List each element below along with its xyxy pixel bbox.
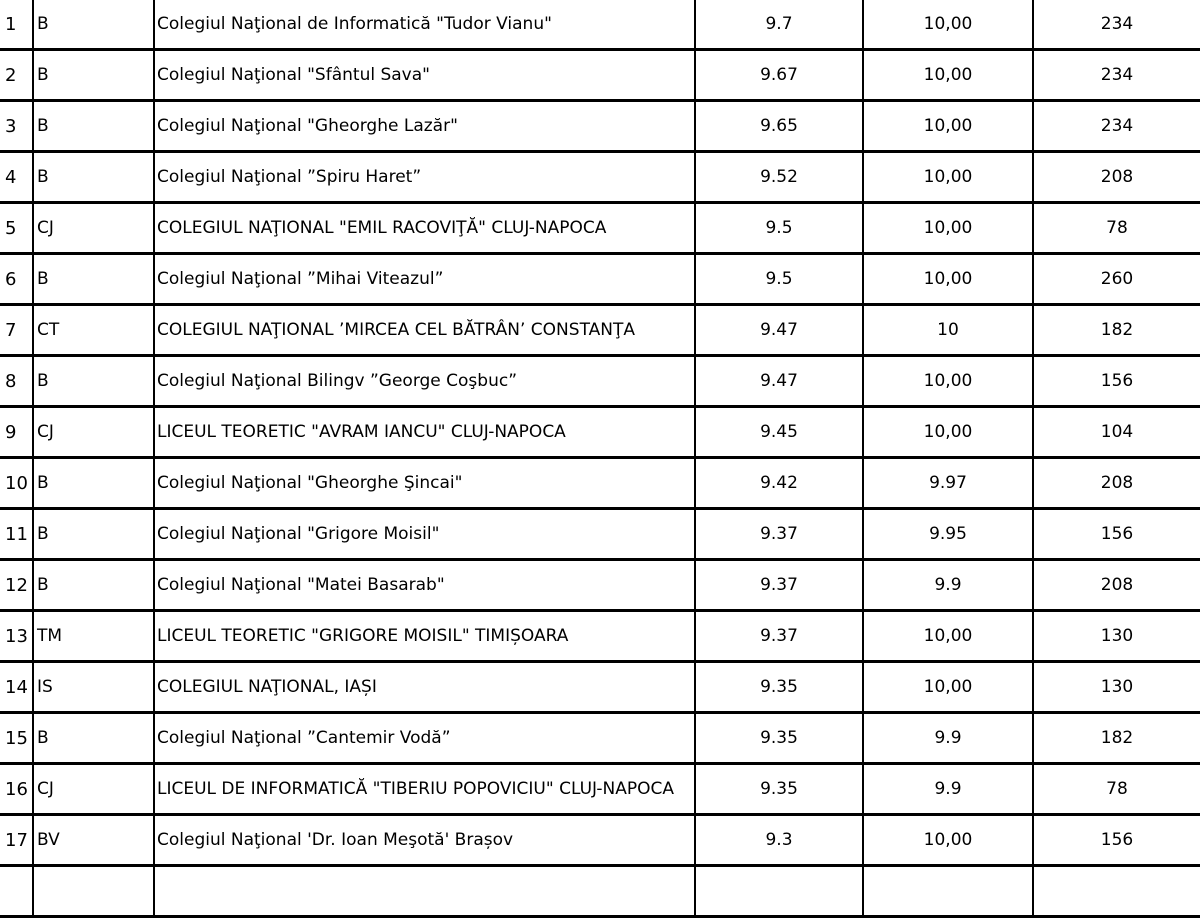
county-code-cell: B (33, 560, 154, 611)
county-code-cell: IS (33, 662, 154, 713)
seats-cell: 104 (1033, 407, 1200, 458)
county-code-cell: B (33, 509, 154, 560)
score-cell: 9.37 (695, 611, 863, 662)
table-row (0, 458, 1200, 509)
county-code-cell (33, 866, 154, 917)
max-score-cell: 10,00 (863, 815, 1033, 866)
seats-cell: 156 (1033, 509, 1200, 560)
rank-cell: 17 (0, 815, 33, 866)
rank-cell: 11 (0, 509, 33, 560)
max-score-cell: 10,00 (863, 662, 1033, 713)
seats-cell: 156 (1033, 815, 1200, 866)
table-row (0, 713, 1200, 764)
school-name-cell: COLEGIUL NAŢIONAL "EMIL RACOVIŢĂ" CLUJ-NAPOCA (154, 203, 695, 254)
rank-cell: 6 (0, 254, 33, 305)
score-cell: 9.37 (695, 560, 863, 611)
rank-cell: 8 (0, 356, 33, 407)
max-score-cell: 10,00 (863, 101, 1033, 152)
table-row (0, 305, 1200, 356)
rank-cell (0, 866, 33, 917)
county-code-cell: BV (33, 815, 154, 866)
rank-cell: 4 (0, 152, 33, 203)
school-name-cell: Colegiul Naţional ”Cantemir Vodă” (154, 713, 695, 764)
seats-cell: 182 (1033, 305, 1200, 356)
school-name-cell: Colegiul Naţional ”Spiru Haret” (154, 152, 695, 203)
school-name-cell: Colegiul Naţional "Gheorghe Lazăr" (154, 101, 695, 152)
county-code-cell: CT (33, 305, 154, 356)
seats-cell: 78 (1033, 203, 1200, 254)
county-code-cell: B (33, 0, 154, 50)
county-code-cell: TM (33, 611, 154, 662)
rank-cell: 1 (0, 0, 33, 50)
score-cell: 9.47 (695, 356, 863, 407)
rank-cell: 16 (0, 764, 33, 815)
max-score-cell: 10,00 (863, 407, 1033, 458)
score-cell: 9.5 (695, 203, 863, 254)
score-cell: 9.37 (695, 509, 863, 560)
score-cell (695, 866, 863, 917)
school-name-cell: Colegiul Naţional 'Dr. Ioan Meşotă' Brașov (154, 815, 695, 866)
table-row (0, 815, 1200, 866)
county-code-cell: CJ (33, 203, 154, 254)
score-cell: 9.67 (695, 50, 863, 101)
county-code-cell: B (33, 254, 154, 305)
table-row (0, 50, 1200, 101)
rank-cell: 15 (0, 713, 33, 764)
county-code-cell: B (33, 356, 154, 407)
max-score-cell: 9.9 (863, 713, 1033, 764)
max-score-cell: 9.95 (863, 509, 1033, 560)
score-cell: 9.7 (695, 0, 863, 50)
table-row (0, 662, 1200, 713)
table-row (0, 611, 1200, 662)
table-row (0, 203, 1200, 254)
table-row (0, 866, 1200, 917)
table-row (0, 509, 1200, 560)
score-cell: 9.5 (695, 254, 863, 305)
seats-cell (1033, 866, 1200, 917)
school-name-cell: Colegiul Naţional "Sfântul Sava" (154, 50, 695, 101)
max-score-cell: 10,00 (863, 203, 1033, 254)
rank-cell: 5 (0, 203, 33, 254)
score-cell: 9.35 (695, 713, 863, 764)
max-score-cell: 9.97 (863, 458, 1033, 509)
county-code-cell: B (33, 713, 154, 764)
table-row (0, 101, 1200, 152)
table-row (0, 356, 1200, 407)
score-cell: 9.35 (695, 662, 863, 713)
seats-cell: 234 (1033, 101, 1200, 152)
seats-cell: 208 (1033, 152, 1200, 203)
county-code-cell: B (33, 50, 154, 101)
score-cell: 9.45 (695, 407, 863, 458)
max-score-cell (863, 866, 1033, 917)
max-score-cell: 9.9 (863, 560, 1033, 611)
table-row (0, 407, 1200, 458)
score-cell: 9.42 (695, 458, 863, 509)
rank-cell: 12 (0, 560, 33, 611)
school-name-cell: COLEGIUL NAŢIONAL ’MIRCEA CEL BĂTRÂN’ CONSTANŢA (154, 305, 695, 356)
school-name-cell: Colegiul Naţional "Gheorghe Şincai" (154, 458, 695, 509)
max-score-cell: 10,00 (863, 611, 1033, 662)
county-code-cell: B (33, 101, 154, 152)
rank-cell: 7 (0, 305, 33, 356)
county-code-cell: B (33, 152, 154, 203)
school-name-cell: COLEGIUL NAŢIONAL, IAȘI (154, 662, 695, 713)
seats-cell: 260 (1033, 254, 1200, 305)
score-cell: 9.35 (695, 764, 863, 815)
seats-cell: 208 (1033, 458, 1200, 509)
rank-cell: 9 (0, 407, 33, 458)
seats-cell: 130 (1033, 662, 1200, 713)
score-cell: 9.47 (695, 305, 863, 356)
score-cell: 9.65 (695, 101, 863, 152)
rank-cell: 13 (0, 611, 33, 662)
table-row (0, 0, 1200, 50)
school-name-cell: LICEUL TEORETIC "GRIGORE MOISIL" TIMIȘOARA (154, 611, 695, 662)
max-score-cell: 10,00 (863, 152, 1033, 203)
max-score-cell: 10,00 (863, 356, 1033, 407)
max-score-cell: 10,00 (863, 254, 1033, 305)
table-row (0, 764, 1200, 815)
score-cell: 9.3 (695, 815, 863, 866)
table-row (0, 152, 1200, 203)
score-cell: 9.52 (695, 152, 863, 203)
school-name-cell: LICEUL TEORETIC "AVRAM IANCU" CLUJ-NAPOCA (154, 407, 695, 458)
school-name-cell (154, 866, 695, 917)
seats-cell: 234 (1033, 0, 1200, 50)
max-score-cell: 9.9 (863, 764, 1033, 815)
school-name-cell: LICEUL DE INFORMATICĂ "TIBERIU POPOVICIU" CLUJ-NAPOCA (154, 764, 695, 815)
seats-cell: 156 (1033, 356, 1200, 407)
school-name-cell: Colegiul Naţional "Grigore Moisil" (154, 509, 695, 560)
rank-cell: 14 (0, 662, 33, 713)
county-code-cell: B (33, 458, 154, 509)
seats-cell: 182 (1033, 713, 1200, 764)
table-row (0, 254, 1200, 305)
school-name-cell: Colegiul Naţional de Informatică "Tudor Vianu" (154, 0, 695, 50)
seats-cell: 208 (1033, 560, 1200, 611)
seats-cell: 234 (1033, 50, 1200, 101)
max-score-cell: 10 (863, 305, 1033, 356)
county-code-cell: CJ (33, 764, 154, 815)
school-name-cell: Colegiul Naţional "Matei Basarab" (154, 560, 695, 611)
school-name-cell: Colegiul Naţional ”Mihai Viteazul” (154, 254, 695, 305)
seats-cell: 78 (1033, 764, 1200, 815)
county-code-cell: CJ (33, 407, 154, 458)
max-score-cell: 10,00 (863, 50, 1033, 101)
rank-cell: 10 (0, 458, 33, 509)
seats-cell: 130 (1033, 611, 1200, 662)
table-row (0, 560, 1200, 611)
rank-cell: 3 (0, 101, 33, 152)
rank-cell: 2 (0, 50, 33, 101)
school-name-cell: Colegiul Naţional Bilingv ”George Coşbuc” (154, 356, 695, 407)
max-score-cell: 10,00 (863, 0, 1033, 50)
